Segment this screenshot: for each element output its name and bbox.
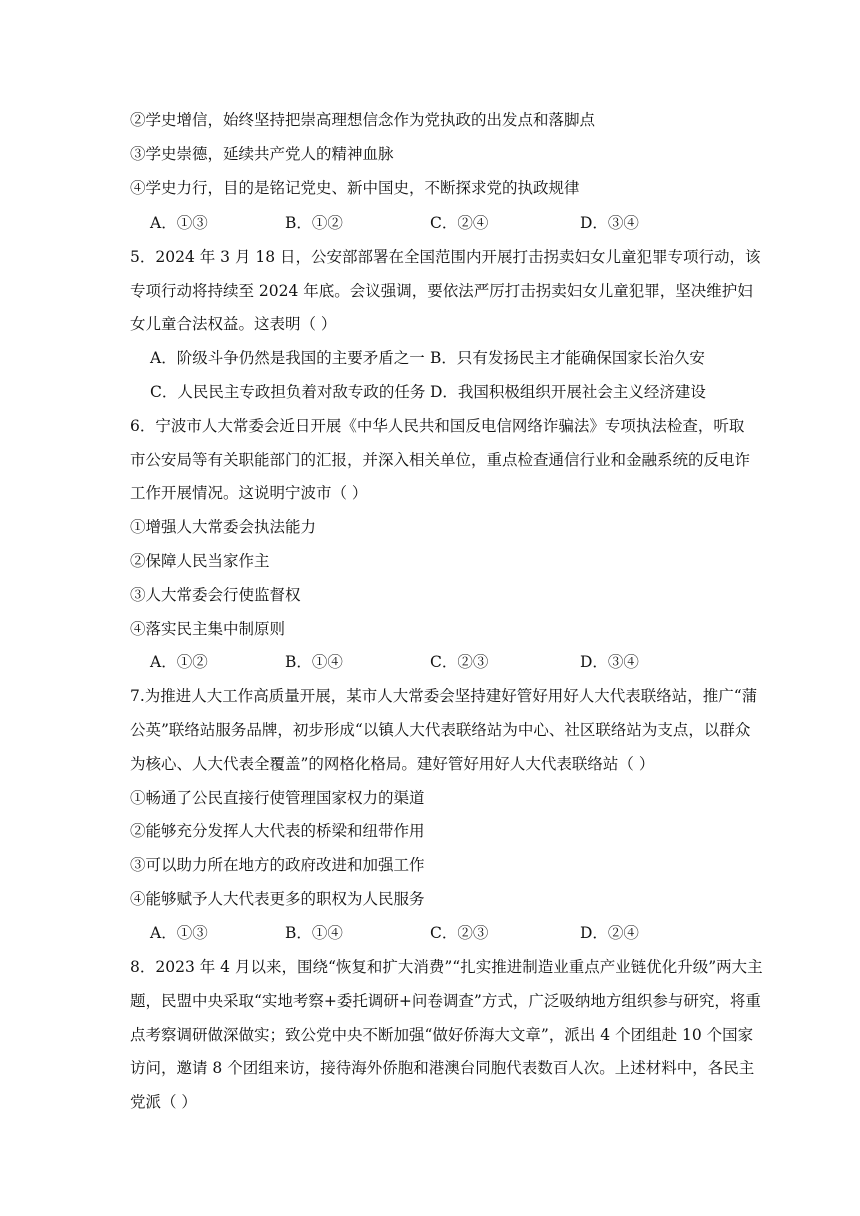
q6-stem-line-2: 市公安局等有关职能部门的汇报，并深入相关单位，重点检查通信行业和金融系统的反电诈 xyxy=(130,451,751,469)
q7-item-4: ④能够赋予人大代表更多的职权为人民服务 xyxy=(130,890,425,908)
q7-stem-line-1: 7.为推进人大工作高质量开展，某市人大常委会坚持建好管好用好人大代表联络站，推广“蒲 xyxy=(130,687,758,705)
q5-option-c[interactable]: C．人民民主专政担负着对敌专政的任务 xyxy=(150,383,426,401)
q6-option-c[interactable]: C．②③ xyxy=(430,653,489,671)
q7-option-d[interactable]: D．②④ xyxy=(580,924,639,942)
q6-item-4: ④落实民主集中制原则 xyxy=(130,620,286,638)
q7-item-1: ①畅通了公民直接行使管理国家权力的渠道 xyxy=(130,789,425,807)
q6-option-d[interactable]: D．③④ xyxy=(580,653,639,671)
q7-option-c[interactable]: C．②③ xyxy=(430,924,489,942)
q6-options xyxy=(150,651,750,673)
q6-item-1: ①增强人大常委会执法能力 xyxy=(130,518,317,536)
q4-item-4: ④学史力行，目的是铭记党史、新中国史，不断探求党的执政规律 xyxy=(130,179,580,197)
q7-option-a[interactable]: A．①③ xyxy=(150,924,208,942)
q7-item-2: ②能够充分发挥人大代表的桥梁和纽带作用 xyxy=(130,822,425,840)
q6-stem-line-1: 6．宁波市人大常委会近日开展《中华人民共和国反电信网络诈骗法》专项执法检查，听取 xyxy=(130,417,745,435)
q5-options-row-1 xyxy=(150,347,750,369)
q8-stem-line-1: 8．2023 年 4 月以来，围绕“恢复和扩大消费”“扎实推进制造业重点产业链优化升级”两大主 xyxy=(130,958,763,976)
q7-stem-line-2: 公英”联络站服务品牌，初步形成“以镇人大代表联络站为中心、社区联络站为支点，以群众 xyxy=(130,721,751,739)
q5-option-a[interactable]: A．阶级斗争仍然是我国的主要矛盾之一 xyxy=(150,349,425,367)
q4-item-3: ③学史崇德，延续共产党人的精神血脉 xyxy=(130,145,394,163)
q6-item-2: ②保障人民当家作主 xyxy=(130,552,270,570)
q8-stem-line-3: 点考察调研做深做实；致公党中央不断加强“做好侨海大文章”，派出 4 个团组赴 10 个国家 xyxy=(130,1026,754,1044)
q7-options xyxy=(150,922,750,944)
q4-option-c[interactable]: C．②④ xyxy=(430,214,489,232)
q7-item-3: ③可以助力所在地方的政府改进和加强工作 xyxy=(130,856,425,874)
q5-stem-line-2: 专项行动将持续至 2024 年底。会议强调，要依法严厉打击拐卖妇女儿童犯罪，坚决维护妇 xyxy=(130,282,753,300)
q6-stem-line-3: 工作开展情况。这说明宁波市（ ） xyxy=(130,484,368,502)
q8-stem-line-2: 题，民盟中央采取“实地考察+委托调研+问卷调查”方式，广泛吸纳地方组织参与研究，将重 xyxy=(130,992,761,1010)
q4-option-a[interactable]: A．①③ xyxy=(150,214,208,232)
q7-stem-line-3: 为核心、人大代表全覆盖”的网格化格局。建好管好用好人大代表联络站（ ） xyxy=(130,755,655,773)
q4-option-d[interactable]: D．③④ xyxy=(580,214,639,232)
q7-option-b[interactable]: B．①④ xyxy=(285,924,343,942)
q5-stem-line-3: 女儿童合法权益。这表明（ ） xyxy=(130,315,337,333)
q4-option-b[interactable]: B．①② xyxy=(285,214,343,232)
q5-stem-line-1: 5．2024 年 3 月 18 日，公安部部署在全国范围内开展打击拐卖妇女儿童犯罪专项行动，该 xyxy=(130,248,761,266)
q8-stem-line-5: 党派（ ） xyxy=(130,1093,197,1111)
q4-options xyxy=(150,212,750,234)
q6-option-b[interactable]: B．①④ xyxy=(285,653,343,671)
q5-option-b[interactable]: B．只有发扬民主才能确保国家长治久安 xyxy=(430,349,705,367)
q4-item-2: ②学史增信，始终坚持把崇高理想信念作为党执政的出发点和落脚点 xyxy=(130,111,596,129)
q6-item-3: ③人大常委会行使监督权 xyxy=(130,586,301,604)
q8-stem-line-4: 访问，邀请 8 个团组来访，接待海外侨胞和港澳台同胞代表数百人次。上述材料中，各民主 xyxy=(130,1059,755,1077)
q5-options-row-2 xyxy=(150,381,750,403)
q5-option-d[interactable]: D．我国积极组织开展社会主义经济建设 xyxy=(430,383,706,401)
q6-option-a[interactable]: A．①② xyxy=(150,653,208,671)
